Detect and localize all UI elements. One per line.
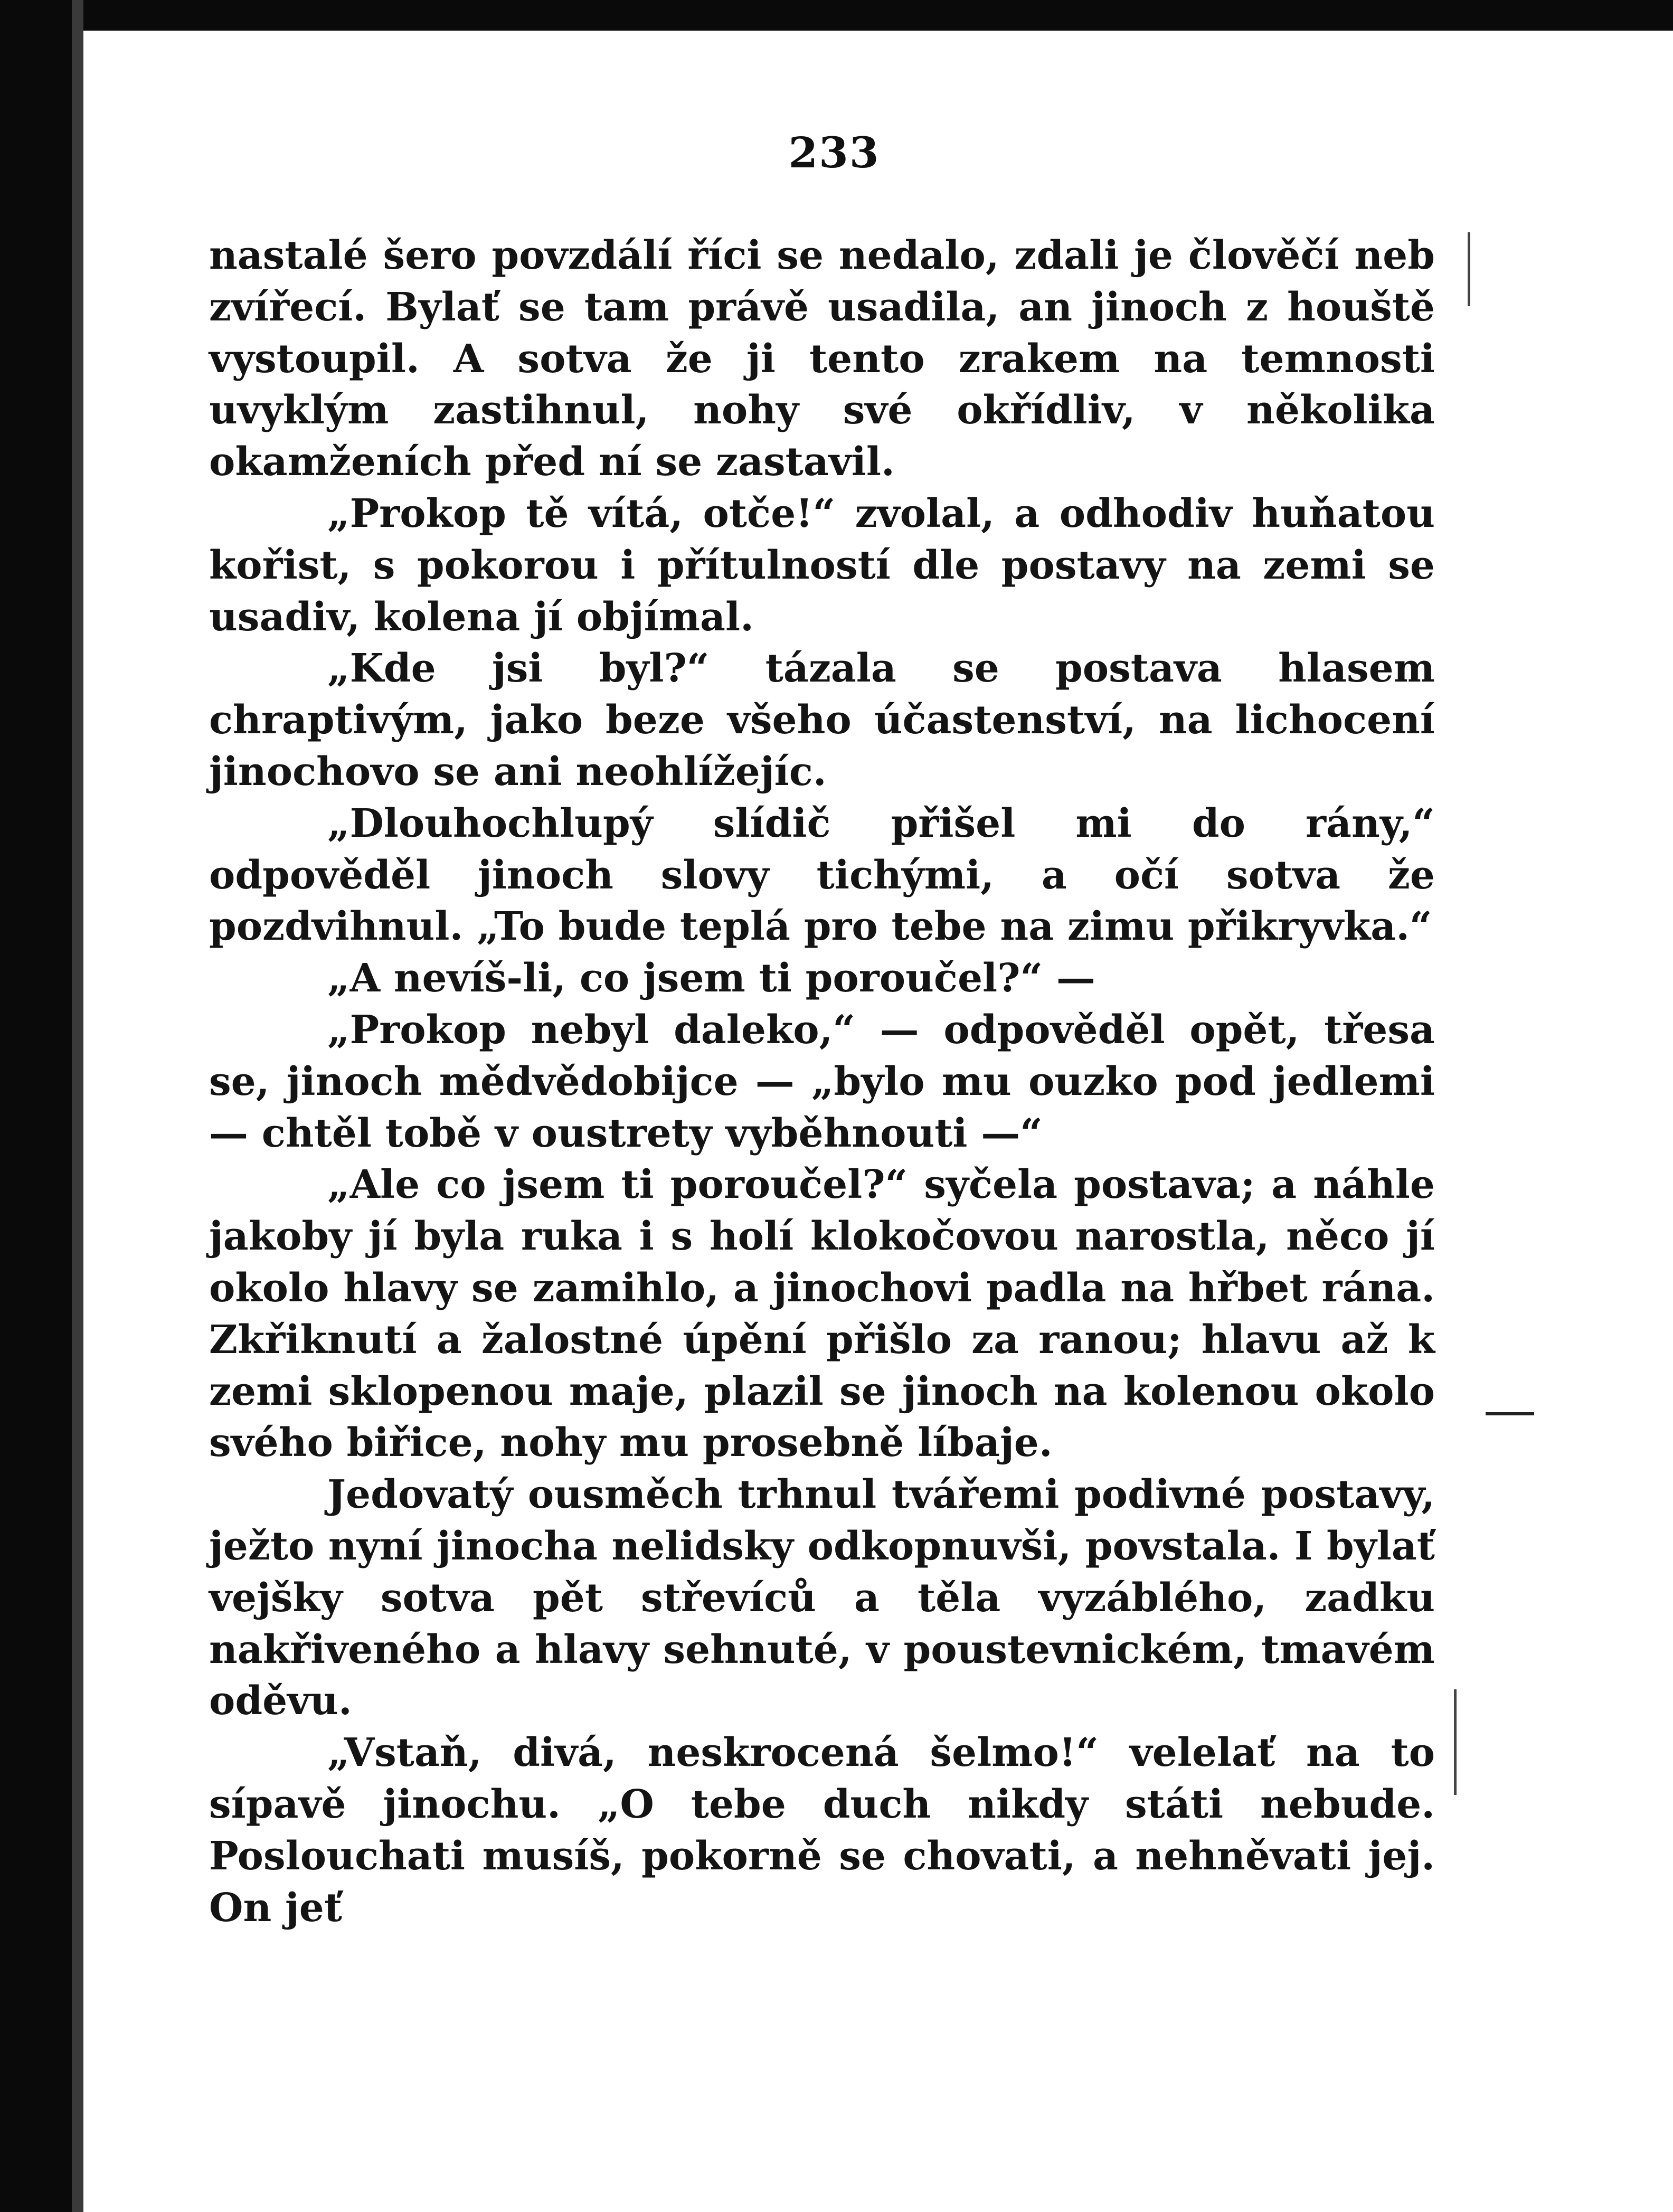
margin-dash-mark (1486, 1412, 1534, 1415)
scan-border-top (63, 0, 1673, 31)
paragraph-2: „Prokop tě vítá, otče!“ zvolal, a odhodiv huňatou kořist, s pokorou i přítulností dle postavy na zemi se usadiv, kolena jí objímal. (209, 490, 1435, 640)
page-number: 233 (788, 128, 880, 177)
paragraph-7: „Ale co jsem ti poroučel?“ syčela postava; a náhle jakoby jí byla ruka i s holí klokočovou narostla, něco jí okolo hlavy se zamihlo, a jinochovi padla na hřbet rána. Zkřiknutí a žalostné úpění přišlo za ranou; hlavu až k zemi sklopenou maje, plazil se jinoch na kolenou okolo svého biřice, nohy mu prosebně líbaje. (209, 1162, 1435, 1466)
paragraph-6: „Prokop nebyl daleko,“ — odpověděl opět, třesa se, jinoch mědvědobijce — „bylo mu ouzko pod jedlemi — chtěl tobě v oustrety vyběhnouti —“ (209, 1007, 1435, 1156)
margin-mark (1454, 1689, 1457, 1795)
paragraph-8: Jedovatý ousměch trhnul tvářemi podivné postavy, ježto nyní jinocha nelidsky odkopnuvši, povstala. I bylať vejšky sotva pět střevíců a těla vyzáblého, zadku nakřiveného a hlavy sehnuté, v poustevnickém, tmavém oděvu. (209, 1472, 1435, 1724)
paragraph-3: „Kde jsi byl?“ tázala se postava hlasem chraptivým, jako beze všeho účastenství, na lichocení jinochovo se ani neohlížejíc. (209, 646, 1435, 795)
body-text (209, 230, 1435, 1934)
paragraph-5: „A nevíš-li, co jsem ti poroučel?“ — (327, 956, 1095, 1001)
book-spine-shadow (72, 0, 83, 2212)
paragraph-1: nastalé šero povzdálí říci se nedalo, zdali je člověčí neb zvířecí. Bylať se tam právě usadila, an jinoch z houště vystoupil. A sotva že ji tento zrakem na temnosti uvyklým zastihnul, nohy své okřídliv, v několika okamženích před ní se zastavil. (209, 233, 1435, 485)
paragraph-4: „Dlouhochlupý slídič přišel mi do rány,“ odpověděl jinoch slovy tichými, a očí sotva že pozdvihnul. „To bude teplá pro tebe na zimu přikryvka.“ (209, 800, 1435, 950)
scan-border-left (0, 0, 72, 2212)
paragraph-9: „Vstaň, divá, neskrocená šelmo!“ velelať na to sípavě jinochu. „O tebe duch nikdy státi nebude. Poslouchati musíš, pokorně se chovati, a nehněvati jej. On jeť (209, 1730, 1435, 1931)
margin-mark (1468, 232, 1470, 306)
